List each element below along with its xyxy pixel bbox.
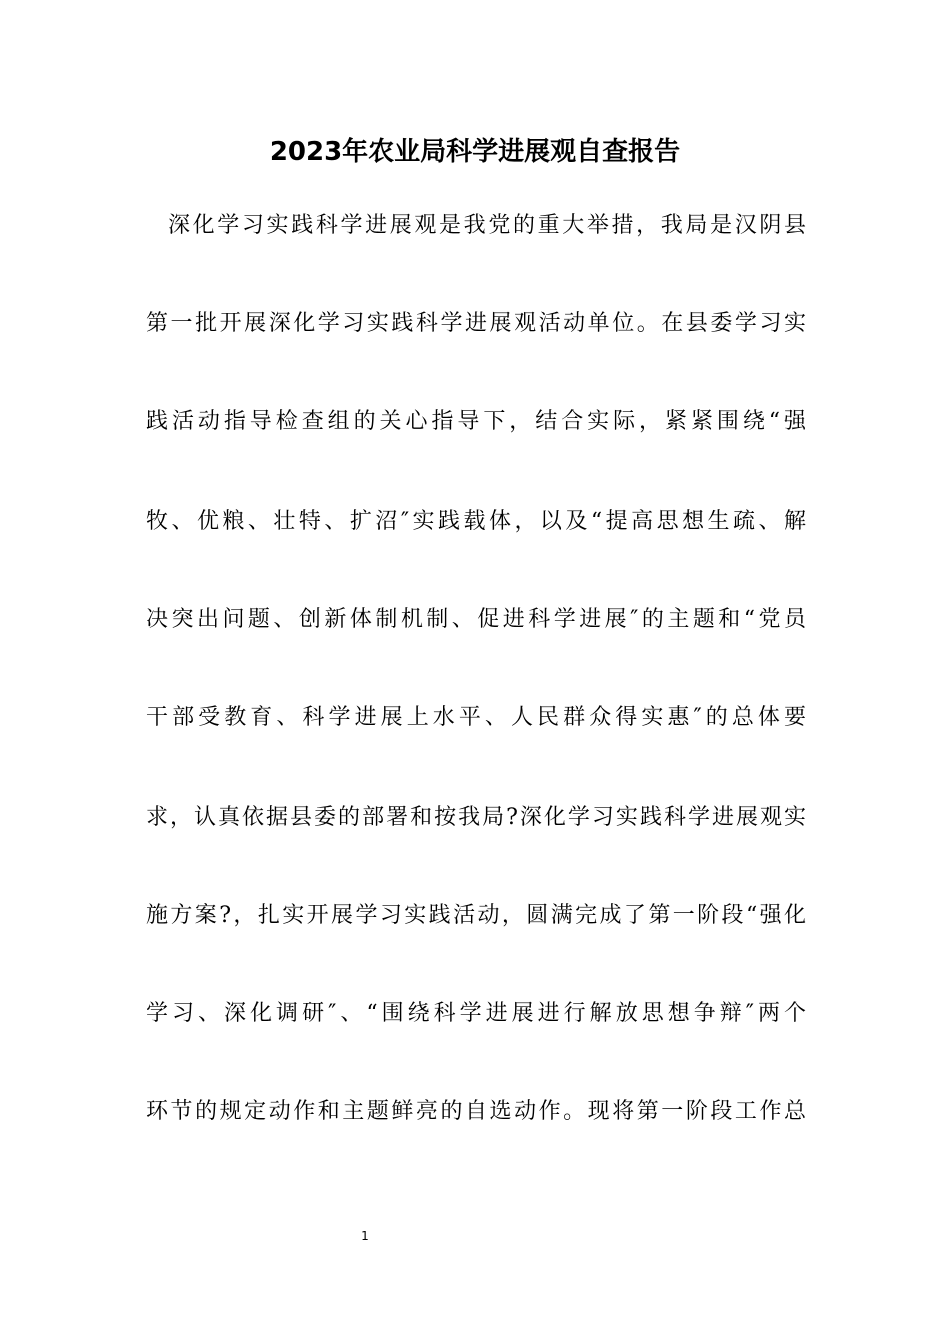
paragraph-line: 学习、深化调研″、“围绕科学进展进行解放思想争辩″两个 — [146, 1001, 806, 1026]
paragraph-line: 干部受教育、科学进展上水平、人民群众得实惠″的总体要 — [146, 705, 806, 730]
paragraph-line: 施方案?，扎实开展学习实践活动，圆满完成了第一阶段“强化 — [146, 903, 806, 928]
paragraph-line: 牧、优粮、壮特、扩沼″实践载体，以及“提高思想生疏、解 — [146, 509, 806, 534]
paragraph-line: 第一批开展深化学习实践科学进展观活动单位。在县委学习实 — [146, 311, 806, 336]
paragraph-line: 深化学习实践科学进展观是我党的重大举措，我局是汉阴县 — [168, 213, 806, 238]
paragraph-line: 求，认真依据县委的部署和按我局?深化学习实践科学进展观实 — [146, 805, 806, 830]
document-title: 2023年农业局科学进展观自查报告 — [269, 137, 681, 167]
page-number: 1 — [361, 1229, 369, 1243]
paragraph-line: 践活动指导检查组的关心指导下，结合实际，紧紧围绕“强 — [146, 409, 806, 434]
paragraph-line: 环节的规定动作和主题鲜亮的自选动作。现将第一阶段工作总 — [146, 1099, 806, 1124]
paragraph-line: 决突出问题、创新体制机制、促进科学进展″的主题和“党员 — [146, 607, 806, 632]
